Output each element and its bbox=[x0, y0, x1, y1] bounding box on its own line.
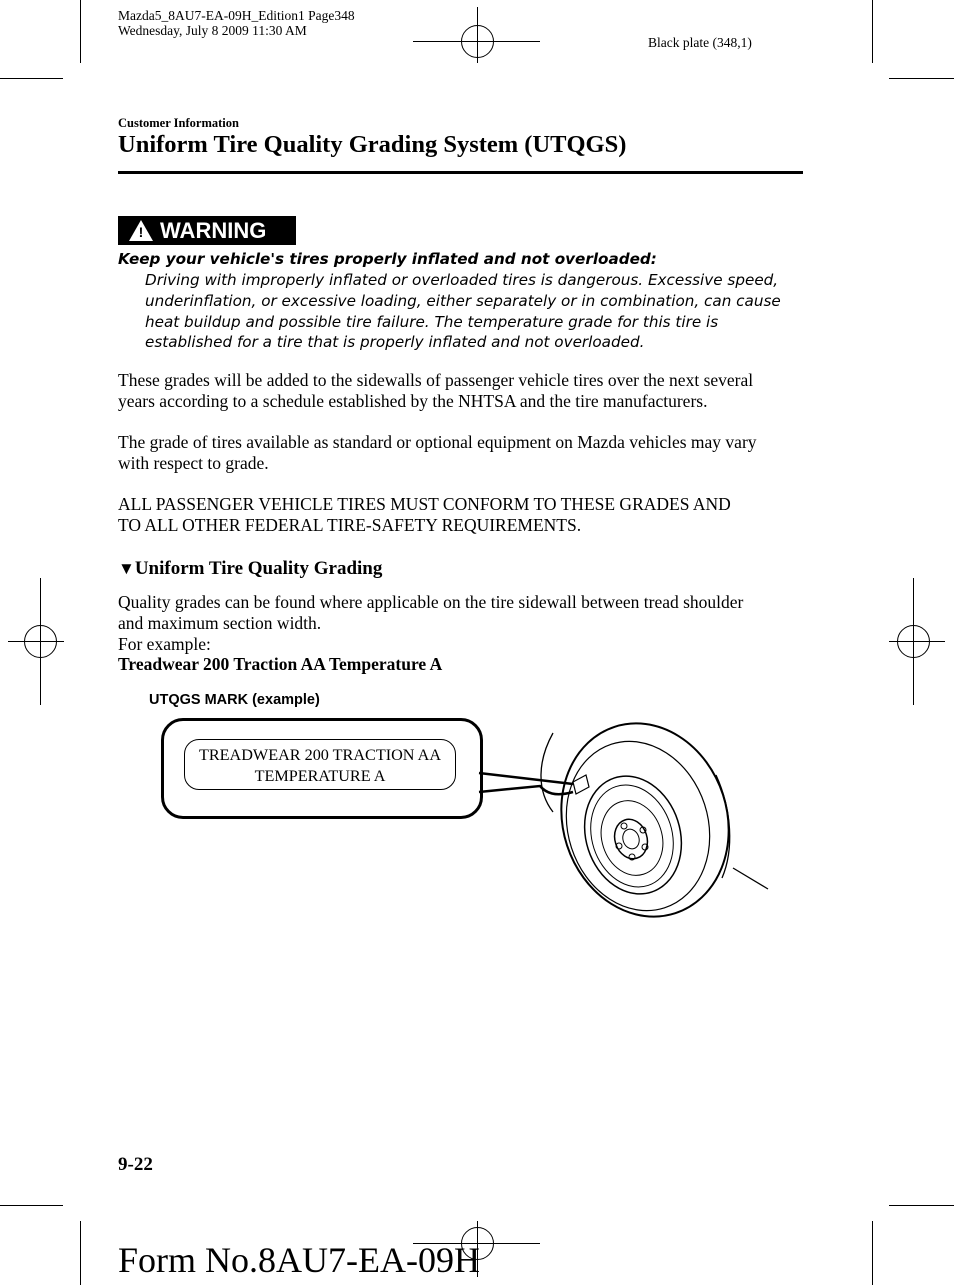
warning-icon: ! bbox=[129, 220, 153, 241]
paragraph-line: with respect to grade. bbox=[118, 453, 269, 473]
subsection-line: and maximum section width. bbox=[118, 613, 322, 633]
warning-label: WARNING bbox=[160, 217, 267, 243]
subsection-line: Quality grades can be found where applicable on the tire sidewall between tread shoulder bbox=[118, 592, 744, 612]
utqgs-mark-callout bbox=[184, 739, 456, 790]
page-number: 9-22 bbox=[118, 1154, 153, 1175]
triangle-down-icon: ▼ bbox=[118, 559, 135, 578]
paragraph-line: The grade of tires available as standard or optional equipment on Mazda vehicles may vary bbox=[118, 432, 757, 452]
warning-line: underinflation, or excessive loading, either separately or in combination, can cause bbox=[145, 292, 781, 310]
subsection-title: Uniform Tire Quality Grading bbox=[134, 558, 383, 579]
callout-line: TEMPERATURE A bbox=[254, 766, 386, 785]
section-label: Customer Information bbox=[118, 116, 239, 130]
warning-line: established for a tire that is properly inflated and not overloaded. bbox=[145, 333, 645, 351]
print-header-file: Mazda5_8AU7-EA-09H_Edition1 Page348 bbox=[118, 8, 355, 23]
paragraph-line: These grades will be added to the sidewalls of passenger vehicle tires over the next several bbox=[118, 370, 754, 390]
figure-caption: UTQGS MARK (example) bbox=[149, 692, 320, 708]
callout-line: TREADWEAR 200 TRACTION AA bbox=[198, 746, 442, 764]
paragraph-line: TO ALL OTHER FEDERAL TIRE-SAFETY REQUIREMENTS. bbox=[118, 515, 582, 535]
paragraph-line: years according to a schedule established by the NHTSA and the tire manufacturers. bbox=[118, 391, 708, 411]
print-header-date: Wednesday, July 8 2009 11:30 AM bbox=[118, 23, 307, 38]
example-text: Treadwear 200 Traction AA Temperature A bbox=[118, 654, 443, 674]
page-title: Uniform Tire Quality Grading System (UTQGS) bbox=[118, 131, 627, 158]
paragraph-line: ALL PASSENGER VEHICLE TIRES MUST CONFORM TO THESE GRADES AND bbox=[118, 494, 731, 514]
form-number: Form No.8AU7-EA-09H bbox=[118, 1240, 480, 1280]
subsection-line: For example: bbox=[118, 634, 211, 654]
warning-line: Driving with improperly inflated or overloaded tires is dangerous. Excessive speed, bbox=[145, 271, 779, 289]
print-header-plate: Black plate (348,1) bbox=[648, 35, 752, 50]
warning-lead: Keep your vehicle's tires properly inflated and not overloaded: bbox=[118, 250, 657, 268]
warning-line: heat buildup and possible tire failure. The temperature grade for this tire is bbox=[145, 313, 719, 331]
